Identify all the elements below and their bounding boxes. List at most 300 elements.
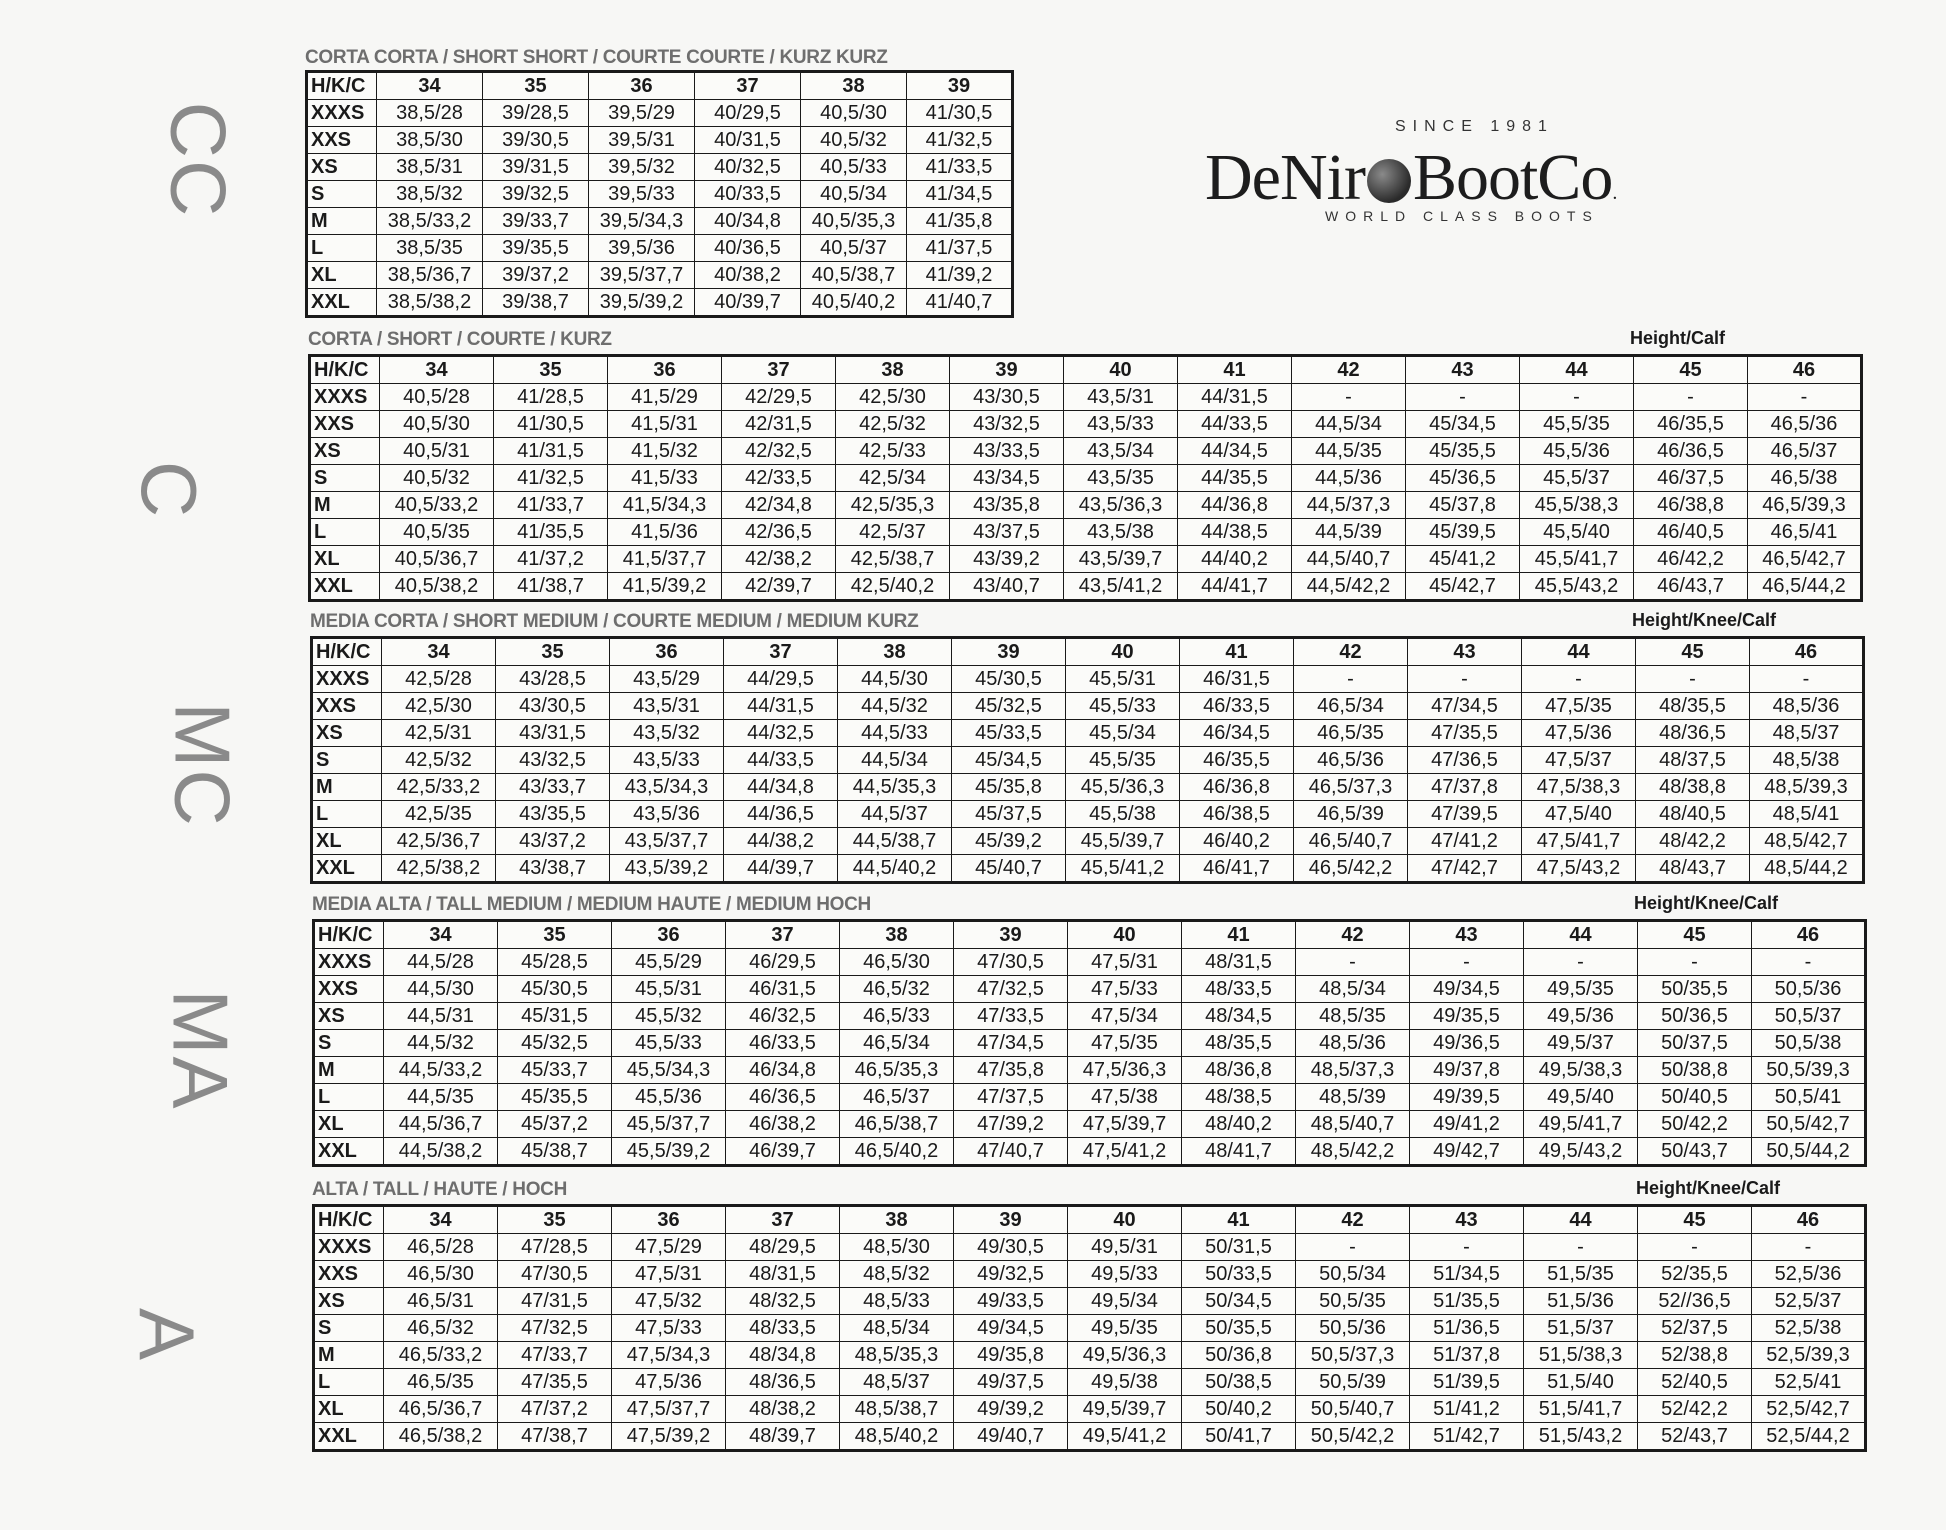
table-cell: 44,5/42,2 xyxy=(1292,573,1406,601)
table-cell: 44,5/30 xyxy=(384,976,498,1003)
table-cell: 52/40,5 xyxy=(1638,1369,1752,1396)
column-header: 42 xyxy=(1296,921,1410,949)
table-cell: 46,5/37 xyxy=(840,1084,954,1111)
table-cell: 42,5/28 xyxy=(382,666,496,693)
table-cell: 44,5/37 xyxy=(838,801,952,828)
row-size-label: L xyxy=(307,235,377,262)
table-cell: 42,5/33 xyxy=(836,438,950,465)
table-cell: 44/33,5 xyxy=(1178,411,1292,438)
column-header: 34 xyxy=(382,638,496,666)
table-cell: 47,5/39,7 xyxy=(1068,1111,1182,1138)
table-cell: 44/39,7 xyxy=(724,855,838,883)
table-cell: 46/40,2 xyxy=(1180,828,1294,855)
table-cell: 46,5/39,3 xyxy=(1748,492,1862,519)
table-cell: 52,5/42,7 xyxy=(1752,1396,1866,1423)
table-cell: 50,5/36 xyxy=(1752,976,1866,1003)
table-cell: 45/37,2 xyxy=(498,1111,612,1138)
table-row xyxy=(310,492,1862,519)
table-cell: 49/39,2 xyxy=(954,1396,1068,1423)
table-cell: 43/32,5 xyxy=(950,411,1064,438)
table-row xyxy=(314,1084,1866,1111)
row-size-label: XXL xyxy=(312,855,382,883)
section-title: MEDIA CORTA / SHORT MEDIUM / COURTE MEDIUM / MEDIUM KURZ xyxy=(310,611,919,632)
table-row xyxy=(307,289,1013,317)
table-row xyxy=(314,1138,1866,1166)
table-cell: 51/34,5 xyxy=(1410,1261,1524,1288)
column-header: 34 xyxy=(384,1206,498,1234)
column-header: 44 xyxy=(1520,356,1634,384)
table-cell: 44/34,5 xyxy=(1178,438,1292,465)
table-cell: 46,5/41 xyxy=(1748,519,1862,546)
table-cell: 39/33,7 xyxy=(483,208,589,235)
table-cell: 49/37,8 xyxy=(1410,1057,1524,1084)
table-cell: 48,5/30 xyxy=(840,1234,954,1261)
table-cell: 46/35,5 xyxy=(1180,747,1294,774)
table-cell: 45/32,5 xyxy=(498,1030,612,1057)
table-cell: 44/33,5 xyxy=(724,747,838,774)
table-cell: 47/38,7 xyxy=(498,1423,612,1451)
table-cell: - xyxy=(1406,384,1520,411)
table-cell: 47,5/37,7 xyxy=(612,1396,726,1423)
table-cell: 45,5/32 xyxy=(612,1003,726,1030)
table-cell: 52/35,5 xyxy=(1638,1261,1752,1288)
table-cell: 46,5/28 xyxy=(384,1234,498,1261)
table-cell: 50/36,8 xyxy=(1182,1342,1296,1369)
table-cell: 42/38,2 xyxy=(722,546,836,573)
column-header: 45 xyxy=(1638,921,1752,949)
table-cell: 40,5/33 xyxy=(801,154,907,181)
table-cell: 48,5/38 xyxy=(1750,747,1864,774)
table-cell: 45,5/35 xyxy=(1520,411,1634,438)
table-cell: 45,5/39,2 xyxy=(612,1138,726,1166)
column-header: 43 xyxy=(1410,1206,1524,1234)
table-cell: 48/39,7 xyxy=(726,1423,840,1451)
table-cell: - xyxy=(1410,1234,1524,1261)
size-table xyxy=(312,1204,1867,1452)
size-table xyxy=(312,919,1867,1167)
table-cell: 41/35,8 xyxy=(907,208,1013,235)
table-cell: 40,5/34 xyxy=(801,181,907,208)
table-row xyxy=(314,949,1866,976)
table-cell: 45,5/31 xyxy=(1066,666,1180,693)
table-cell: 39,5/39,2 xyxy=(589,289,695,317)
table-cell: 41/30,5 xyxy=(907,100,1013,127)
table-cell: 39/30,5 xyxy=(483,127,589,154)
table-cell: 47,5/38,3 xyxy=(1522,774,1636,801)
table-cell: 49/40,7 xyxy=(954,1423,1068,1451)
table-cell: 45/31,5 xyxy=(498,1003,612,1030)
table-cell: 46/41,7 xyxy=(1180,855,1294,883)
table-corner-label: H/K/C xyxy=(310,356,380,384)
row-size-label: XS xyxy=(312,720,382,747)
table-cell: 43,5/36 xyxy=(610,801,724,828)
table-cell: 40,5/37 xyxy=(801,235,907,262)
row-size-label: XL xyxy=(310,546,380,573)
table-cell: 40/34,8 xyxy=(695,208,801,235)
table-header-row xyxy=(314,921,1866,949)
column-header: 41 xyxy=(1180,638,1294,666)
table-cell: 48/35,5 xyxy=(1636,693,1750,720)
table-cell: - xyxy=(1638,949,1752,976)
table-cell: 50/35,5 xyxy=(1182,1315,1296,1342)
table-cell: 46,5/40,7 xyxy=(1294,828,1408,855)
table-cell: 44,5/36 xyxy=(1292,465,1406,492)
table-row xyxy=(310,438,1862,465)
column-header: 34 xyxy=(377,72,483,100)
table-cell: 39/28,5 xyxy=(483,100,589,127)
table-cell: 47,5/41,7 xyxy=(1522,828,1636,855)
table-cell: 48,5/41 xyxy=(1750,801,1864,828)
table-cell: 43/35,8 xyxy=(950,492,1064,519)
table-cell: 45,5/36 xyxy=(612,1084,726,1111)
table-cell: 49/35,5 xyxy=(1410,1003,1524,1030)
table-cell: 44,5/34 xyxy=(838,747,952,774)
table-cell: 41/37,5 xyxy=(907,235,1013,262)
row-size-label: XXL xyxy=(314,1423,384,1451)
table-cell: 48,5/34 xyxy=(1296,976,1410,1003)
table-cell: 42,5/33,2 xyxy=(382,774,496,801)
table-cell: 45,5/36,3 xyxy=(1066,774,1180,801)
table-cell: 48/34,5 xyxy=(1182,1003,1296,1030)
logo-brand-left: DeNir xyxy=(1205,141,1365,214)
table-cell: 45/41,2 xyxy=(1406,546,1520,573)
table-cell: 47/34,5 xyxy=(1408,693,1522,720)
table-cell: 47,5/34 xyxy=(1068,1003,1182,1030)
column-header: 37 xyxy=(724,638,838,666)
row-size-label: XL xyxy=(314,1396,384,1423)
column-header: 36 xyxy=(608,356,722,384)
table-cell: 43,5/33 xyxy=(1064,411,1178,438)
table-cell: 46,5/36,7 xyxy=(384,1396,498,1423)
table-cell: 41,5/31 xyxy=(608,411,722,438)
table-cell: 39/31,5 xyxy=(483,154,589,181)
table-cell: 45/37,5 xyxy=(952,801,1066,828)
column-header: 45 xyxy=(1634,356,1748,384)
table-cell: 38,5/32 xyxy=(377,181,483,208)
table-header-row xyxy=(312,638,1864,666)
table-cell: 42/33,5 xyxy=(722,465,836,492)
row-size-label: XS xyxy=(314,1003,384,1030)
table-cell: 52,5/36 xyxy=(1752,1261,1866,1288)
table-cell: - xyxy=(1638,1234,1752,1261)
row-size-label: XXXS xyxy=(310,384,380,411)
table-cell: 43/37,5 xyxy=(950,519,1064,546)
table-cell: 45,5/31 xyxy=(612,976,726,1003)
table-cell: 49/32,5 xyxy=(954,1261,1068,1288)
table-cell: 47/34,5 xyxy=(954,1030,1068,1057)
table-cell: 45,5/35 xyxy=(1066,747,1180,774)
table-cell: 48/42,2 xyxy=(1636,828,1750,855)
table-cell: 46,5/32 xyxy=(384,1315,498,1342)
table-cell: 47/37,2 xyxy=(498,1396,612,1423)
table-cell: 43/34,5 xyxy=(950,465,1064,492)
table-cell: 47/33,5 xyxy=(954,1003,1068,1030)
table-cell: 50,5/37 xyxy=(1752,1003,1866,1030)
table-cell: 39/38,7 xyxy=(483,289,589,317)
table-cell: 48/38,5 xyxy=(1182,1084,1296,1111)
table-row xyxy=(314,1261,1866,1288)
table-cell: 40,5/32 xyxy=(801,127,907,154)
table-cell: 47,5/40 xyxy=(1522,801,1636,828)
column-header: 37 xyxy=(695,72,801,100)
table-cell: 43,5/35 xyxy=(1064,465,1178,492)
table-cell: 42/34,8 xyxy=(722,492,836,519)
table-cell: 49,5/33 xyxy=(1068,1261,1182,1288)
table-row xyxy=(310,519,1862,546)
table-cell: 50/38,8 xyxy=(1638,1057,1752,1084)
table-cell: 46/36,5 xyxy=(726,1084,840,1111)
row-size-label: L xyxy=(314,1369,384,1396)
table-cell: 51,5/37 xyxy=(1524,1315,1638,1342)
column-header: 40 xyxy=(1068,1206,1182,1234)
table-cell: 42,5/34 xyxy=(836,465,950,492)
table-cell: 48,5/40,7 xyxy=(1296,1111,1410,1138)
table-cell: 38,5/31 xyxy=(377,154,483,181)
table-cell: 46,5/36 xyxy=(1748,411,1862,438)
table-cell: 49,5/35 xyxy=(1068,1315,1182,1342)
table-cell: 47/28,5 xyxy=(498,1234,612,1261)
row-size-label: XS xyxy=(314,1288,384,1315)
row-size-label: S xyxy=(314,1030,384,1057)
table-cell: 45,5/33 xyxy=(1066,693,1180,720)
table-cell: 43,5/31 xyxy=(610,693,724,720)
column-header: 36 xyxy=(589,72,695,100)
table-cell: 41/30,5 xyxy=(494,411,608,438)
table-cell: 49,5/39,7 xyxy=(1068,1396,1182,1423)
table-cell: 47,5/29 xyxy=(612,1234,726,1261)
table-cell: 43,5/38 xyxy=(1064,519,1178,546)
table-cell: 47/33,7 xyxy=(498,1342,612,1369)
table-corner-label: H/K/C xyxy=(314,921,384,949)
table-cell: - xyxy=(1410,949,1524,976)
table-cell: 47,5/37 xyxy=(1522,747,1636,774)
table-cell: 46/36,8 xyxy=(1180,774,1294,801)
table-cell: 47,5/31 xyxy=(1068,949,1182,976)
table-cell: 51,5/43,2 xyxy=(1524,1423,1638,1451)
table-cell: 49,5/38,3 xyxy=(1524,1057,1638,1084)
table-cell: 46/36,5 xyxy=(1634,438,1748,465)
column-header: 38 xyxy=(801,72,907,100)
table-cell: 47/35,5 xyxy=(498,1369,612,1396)
table-cell: 45/28,5 xyxy=(498,949,612,976)
table-cell: 49/42,7 xyxy=(1410,1138,1524,1166)
table-cell: 50,5/39,3 xyxy=(1752,1057,1866,1084)
table-cell: 44,5/38,2 xyxy=(384,1138,498,1166)
table-cell: 45,5/38,3 xyxy=(1520,492,1634,519)
column-header: 42 xyxy=(1296,1206,1410,1234)
table-row xyxy=(307,127,1013,154)
table-cell: 43,5/37,7 xyxy=(610,828,724,855)
table-header-row xyxy=(307,72,1013,100)
table-cell: 49,5/36 xyxy=(1524,1003,1638,1030)
table-cell: 48,5/32 xyxy=(840,1261,954,1288)
table-header-row xyxy=(310,356,1862,384)
table-cell: 48/41,7 xyxy=(1182,1138,1296,1166)
table-cell: 39,5/29 xyxy=(589,100,695,127)
table-cell: 44,5/35 xyxy=(1292,438,1406,465)
table-cell: 49/41,2 xyxy=(1410,1111,1524,1138)
table-cell: 45/32,5 xyxy=(952,693,1066,720)
table-cell: 46,5/30 xyxy=(840,949,954,976)
table-cell: 51/36,5 xyxy=(1410,1315,1524,1342)
table-cell: 40,5/30 xyxy=(380,411,494,438)
table-cell: 48/36,5 xyxy=(1636,720,1750,747)
row-size-label: XXS xyxy=(314,1261,384,1288)
section-code: MA xyxy=(156,989,245,1111)
table-cell: 41,5/34,3 xyxy=(608,492,722,519)
table-cell: 49,5/36,3 xyxy=(1068,1342,1182,1369)
table-cell: 40,5/35,3 xyxy=(801,208,907,235)
table-cell: - xyxy=(1520,384,1634,411)
column-header: 46 xyxy=(1752,921,1866,949)
table-cell: 52/38,8 xyxy=(1638,1342,1752,1369)
table-cell: 45/35,5 xyxy=(1406,438,1520,465)
table-cell: 38,5/35 xyxy=(377,235,483,262)
table-cell: 46,5/31 xyxy=(384,1288,498,1315)
table-cell: 50/34,5 xyxy=(1182,1288,1296,1315)
table-header-row xyxy=(314,1206,1866,1234)
column-header: 38 xyxy=(840,1206,954,1234)
table-cell: 46,5/40,2 xyxy=(840,1138,954,1166)
table-cell: 38,5/28 xyxy=(377,100,483,127)
row-size-label: XL xyxy=(312,828,382,855)
table-cell: 40/29,5 xyxy=(695,100,801,127)
table-cell: 46,5/35,3 xyxy=(840,1057,954,1084)
table-cell: 46/31,5 xyxy=(1180,666,1294,693)
row-size-label: L xyxy=(310,519,380,546)
column-header: 34 xyxy=(380,356,494,384)
section-note: Height/Calf xyxy=(1630,328,1726,348)
table-cell: 43/30,5 xyxy=(496,693,610,720)
table-cell: 48,5/35 xyxy=(1296,1003,1410,1030)
table-cell: 44,5/35,3 xyxy=(838,774,952,801)
table-cell: 51,5/38,3 xyxy=(1524,1342,1638,1369)
table-row xyxy=(310,573,1862,601)
logo-since-text: SINCE 1981 xyxy=(1395,118,1554,135)
row-size-label: XL xyxy=(314,1111,384,1138)
table-cell: 44,5/33,2 xyxy=(384,1057,498,1084)
table-cell: 43/28,5 xyxy=(496,666,610,693)
table-cell: 48/43,7 xyxy=(1636,855,1750,883)
table-cell: 49/37,5 xyxy=(954,1369,1068,1396)
table-cell: 44,5/30 xyxy=(838,666,952,693)
column-header: 41 xyxy=(1182,1206,1296,1234)
table-cell: 46,5/44,2 xyxy=(1748,573,1862,601)
table-cell: 42,5/31 xyxy=(382,720,496,747)
section-code: MC xyxy=(158,702,247,828)
table-cell: 39/37,2 xyxy=(483,262,589,289)
table-cell: 38,5/36,7 xyxy=(377,262,483,289)
column-header: 36 xyxy=(610,638,724,666)
table-cell: 42,5/35,3 xyxy=(836,492,950,519)
table-cell: 44/40,2 xyxy=(1178,546,1292,573)
table-cell: 45,5/40 xyxy=(1520,519,1634,546)
table-cell: 48,5/39,3 xyxy=(1750,774,1864,801)
table-cell: 44/32,5 xyxy=(724,720,838,747)
table-cell: 40/36,5 xyxy=(695,235,801,262)
column-header: 35 xyxy=(498,921,612,949)
table-cell: 45/30,5 xyxy=(498,976,612,1003)
table-cell: 47/32,5 xyxy=(954,976,1068,1003)
table-cell: 46,5/39 xyxy=(1294,801,1408,828)
table-cell: 42,5/38,7 xyxy=(836,546,950,573)
table-cell: 43,5/32 xyxy=(610,720,724,747)
table-cell: 52/37,5 xyxy=(1638,1315,1752,1342)
table-cell: 46/32,5 xyxy=(726,1003,840,1030)
row-size-label: S xyxy=(312,747,382,774)
table-cell: 40,5/38,2 xyxy=(380,573,494,601)
table-cell: 46,5/37 xyxy=(1748,438,1862,465)
table-row xyxy=(312,855,1864,883)
table-cell: 50,5/35 xyxy=(1296,1288,1410,1315)
table-cell: 45/38,7 xyxy=(498,1138,612,1166)
table-cell: 47,5/36 xyxy=(612,1369,726,1396)
table-cell: 46,5/33 xyxy=(840,1003,954,1030)
table-cell: 46,5/33,2 xyxy=(384,1342,498,1369)
table-cell: 41,5/29 xyxy=(608,384,722,411)
table-cell: 40,5/28 xyxy=(380,384,494,411)
table-cell: 48,5/42,7 xyxy=(1750,828,1864,855)
row-size-label: S xyxy=(314,1315,384,1342)
column-header: 39 xyxy=(952,638,1066,666)
row-size-label: XXXS xyxy=(314,1234,384,1261)
table-cell: 40,5/36,7 xyxy=(380,546,494,573)
section-code: A xyxy=(123,1307,212,1363)
table-cell: 49,5/43,2 xyxy=(1524,1138,1638,1166)
section-title: CORTA / SHORT / COURTE / KURZ xyxy=(308,329,612,350)
table-cell: 45/35,8 xyxy=(952,774,1066,801)
table-cell: 42,5/38,2 xyxy=(382,855,496,883)
table-cell: 44,5/39 xyxy=(1292,519,1406,546)
table-cell: 42,5/30 xyxy=(382,693,496,720)
table-cell: 43/35,5 xyxy=(496,801,610,828)
table-cell: 45/33,5 xyxy=(952,720,1066,747)
table-cell: 49,5/35 xyxy=(1524,976,1638,1003)
table-cell: 47/30,5 xyxy=(954,949,1068,976)
column-header: 42 xyxy=(1292,356,1406,384)
table-row xyxy=(307,262,1013,289)
table-cell: 45/34,5 xyxy=(1406,411,1520,438)
table-row xyxy=(314,1003,1866,1030)
table-cell: - xyxy=(1634,384,1748,411)
table-cell: 39,5/34,3 xyxy=(589,208,695,235)
table-cell: 46,5/37,3 xyxy=(1294,774,1408,801)
table-cell: 50/33,5 xyxy=(1182,1261,1296,1288)
table-cell: 48/35,5 xyxy=(1182,1030,1296,1057)
table-cell: 46/29,5 xyxy=(726,949,840,976)
table-cell: 41,5/39,2 xyxy=(608,573,722,601)
table-cell: 45/40,7 xyxy=(952,855,1066,883)
table-cell: 45/34,5 xyxy=(952,747,1066,774)
table-row xyxy=(314,1111,1866,1138)
table-cell: 47,5/43,2 xyxy=(1522,855,1636,883)
table-cell: 47/39,5 xyxy=(1408,801,1522,828)
table-row xyxy=(307,208,1013,235)
table-cell: 46,5/34 xyxy=(1294,693,1408,720)
column-header: 44 xyxy=(1524,1206,1638,1234)
table-cell: 51,5/40 xyxy=(1524,1369,1638,1396)
table-cell: 43,5/29 xyxy=(610,666,724,693)
column-header: 41 xyxy=(1178,356,1292,384)
table-cell: 40,5/33,2 xyxy=(380,492,494,519)
table-cell: 51/42,7 xyxy=(1410,1423,1524,1451)
table-cell: 47,5/41,2 xyxy=(1068,1138,1182,1166)
logo-tagline: WORLD CLASS BOOTS xyxy=(1325,208,1599,224)
column-header: 43 xyxy=(1410,921,1524,949)
table-cell: 43,5/39,7 xyxy=(1064,546,1178,573)
section-code: CC xyxy=(154,101,243,219)
column-header: 43 xyxy=(1406,356,1520,384)
